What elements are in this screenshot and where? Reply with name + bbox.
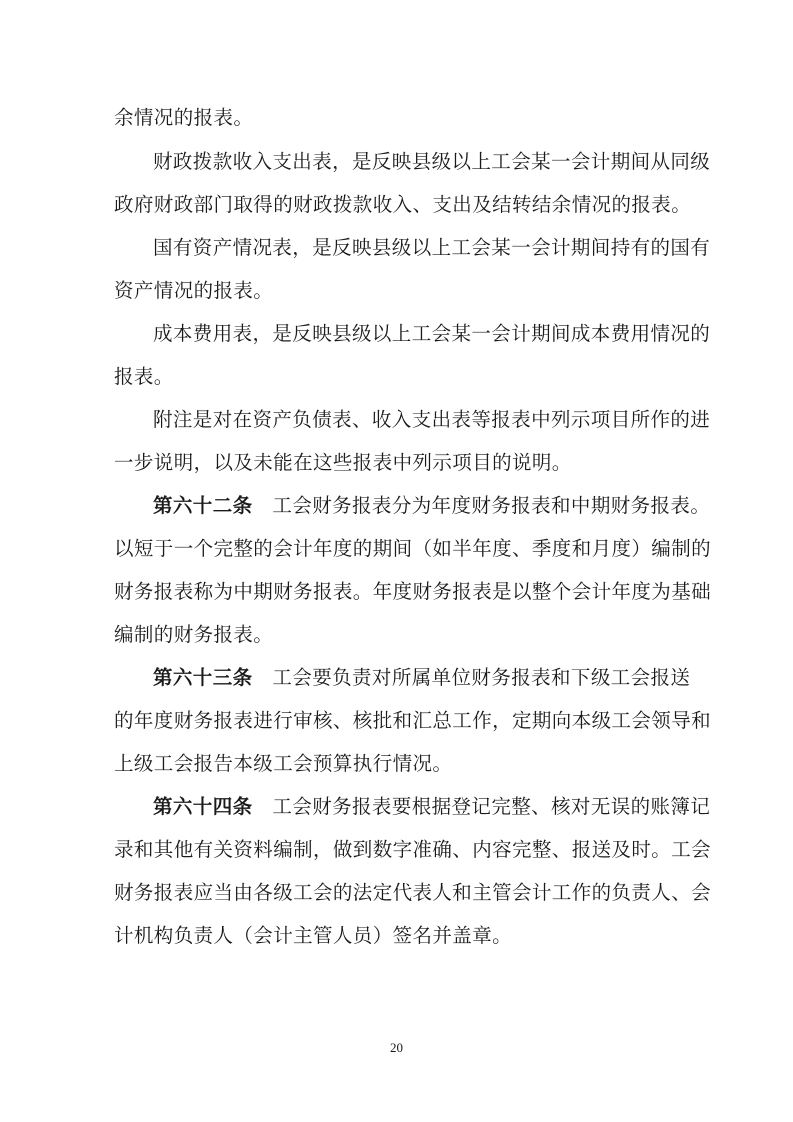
text-line-8: 附注是对在资产负债表、收入支出表等报表中列示项目所作的进 bbox=[153, 408, 711, 431]
text-line-19: 财务报表应当由各级工会的法定代表人和主管会计工作的负责人、会 bbox=[114, 881, 712, 904]
text-line-1: 余情况的报表。 bbox=[114, 106, 254, 129]
text-line-9: 一步说明，以及未能在这些报表中列示项目的说明。 bbox=[114, 451, 572, 474]
text-line-16: 上级工会报告本级工会预算执行情况。 bbox=[114, 752, 453, 775]
text-line-2: 财政拨款收入支出表，是反映县级以上工会某一会计期间从同级 bbox=[153, 150, 711, 173]
article-64-heading: 第六十四条 bbox=[153, 795, 253, 818]
text-line-3: 政府财政部门取得的财政拨款收入、支出及结转结余情况的报表。 bbox=[114, 193, 692, 216]
text-line-5: 资产情况的报表。 bbox=[114, 279, 274, 302]
text-line-4: 国有资产情况表，是反映县级以上工会某一会计期间持有的国有 bbox=[153, 236, 711, 259]
text-line-20: 计机构负责人（会计主管人员）签名并盖章。 bbox=[114, 924, 513, 947]
article-63-text: 工会要负责对所属单位财务报表和下级工会报送 bbox=[272, 666, 691, 689]
article-64-text: 工会财务报表要根据登记完整、核对无误的账簿记 bbox=[272, 795, 711, 818]
article-64-line-1 bbox=[153, 792, 711, 822]
text-line-6: 成本费用表，是反映县级以上工会某一会计期间成本费用情况的 bbox=[153, 322, 711, 345]
text-line-13: 编制的财务报表。 bbox=[114, 623, 274, 646]
article-63-line-1 bbox=[153, 663, 691, 693]
text-line-7: 报表。 bbox=[114, 365, 174, 388]
text-line-12: 财务报表称为中期财务报表。年度财务报表是以整个会计年度为基础 bbox=[114, 580, 712, 603]
article-62-heading: 第六十二条 bbox=[153, 494, 253, 517]
text-line-11: 以短于一个完整的会计年度的期间（如半年度、季度和月度）编制的 bbox=[114, 537, 712, 560]
article-63-heading: 第六十三条 bbox=[153, 666, 253, 689]
article-62-text: 工会财务报表分为年度财务报表和中期财务报表。 bbox=[272, 494, 711, 517]
article-62-line-1 bbox=[153, 491, 711, 521]
text-line-15: 的年度财务报表进行审核、核批和汇总工作，定期向本级工会领导和 bbox=[114, 709, 712, 732]
page-number: 20 bbox=[390, 1040, 403, 1055]
text-line-18: 录和其他有关资料编制，做到数字准确、内容完整、报送及时。工会 bbox=[114, 838, 712, 861]
